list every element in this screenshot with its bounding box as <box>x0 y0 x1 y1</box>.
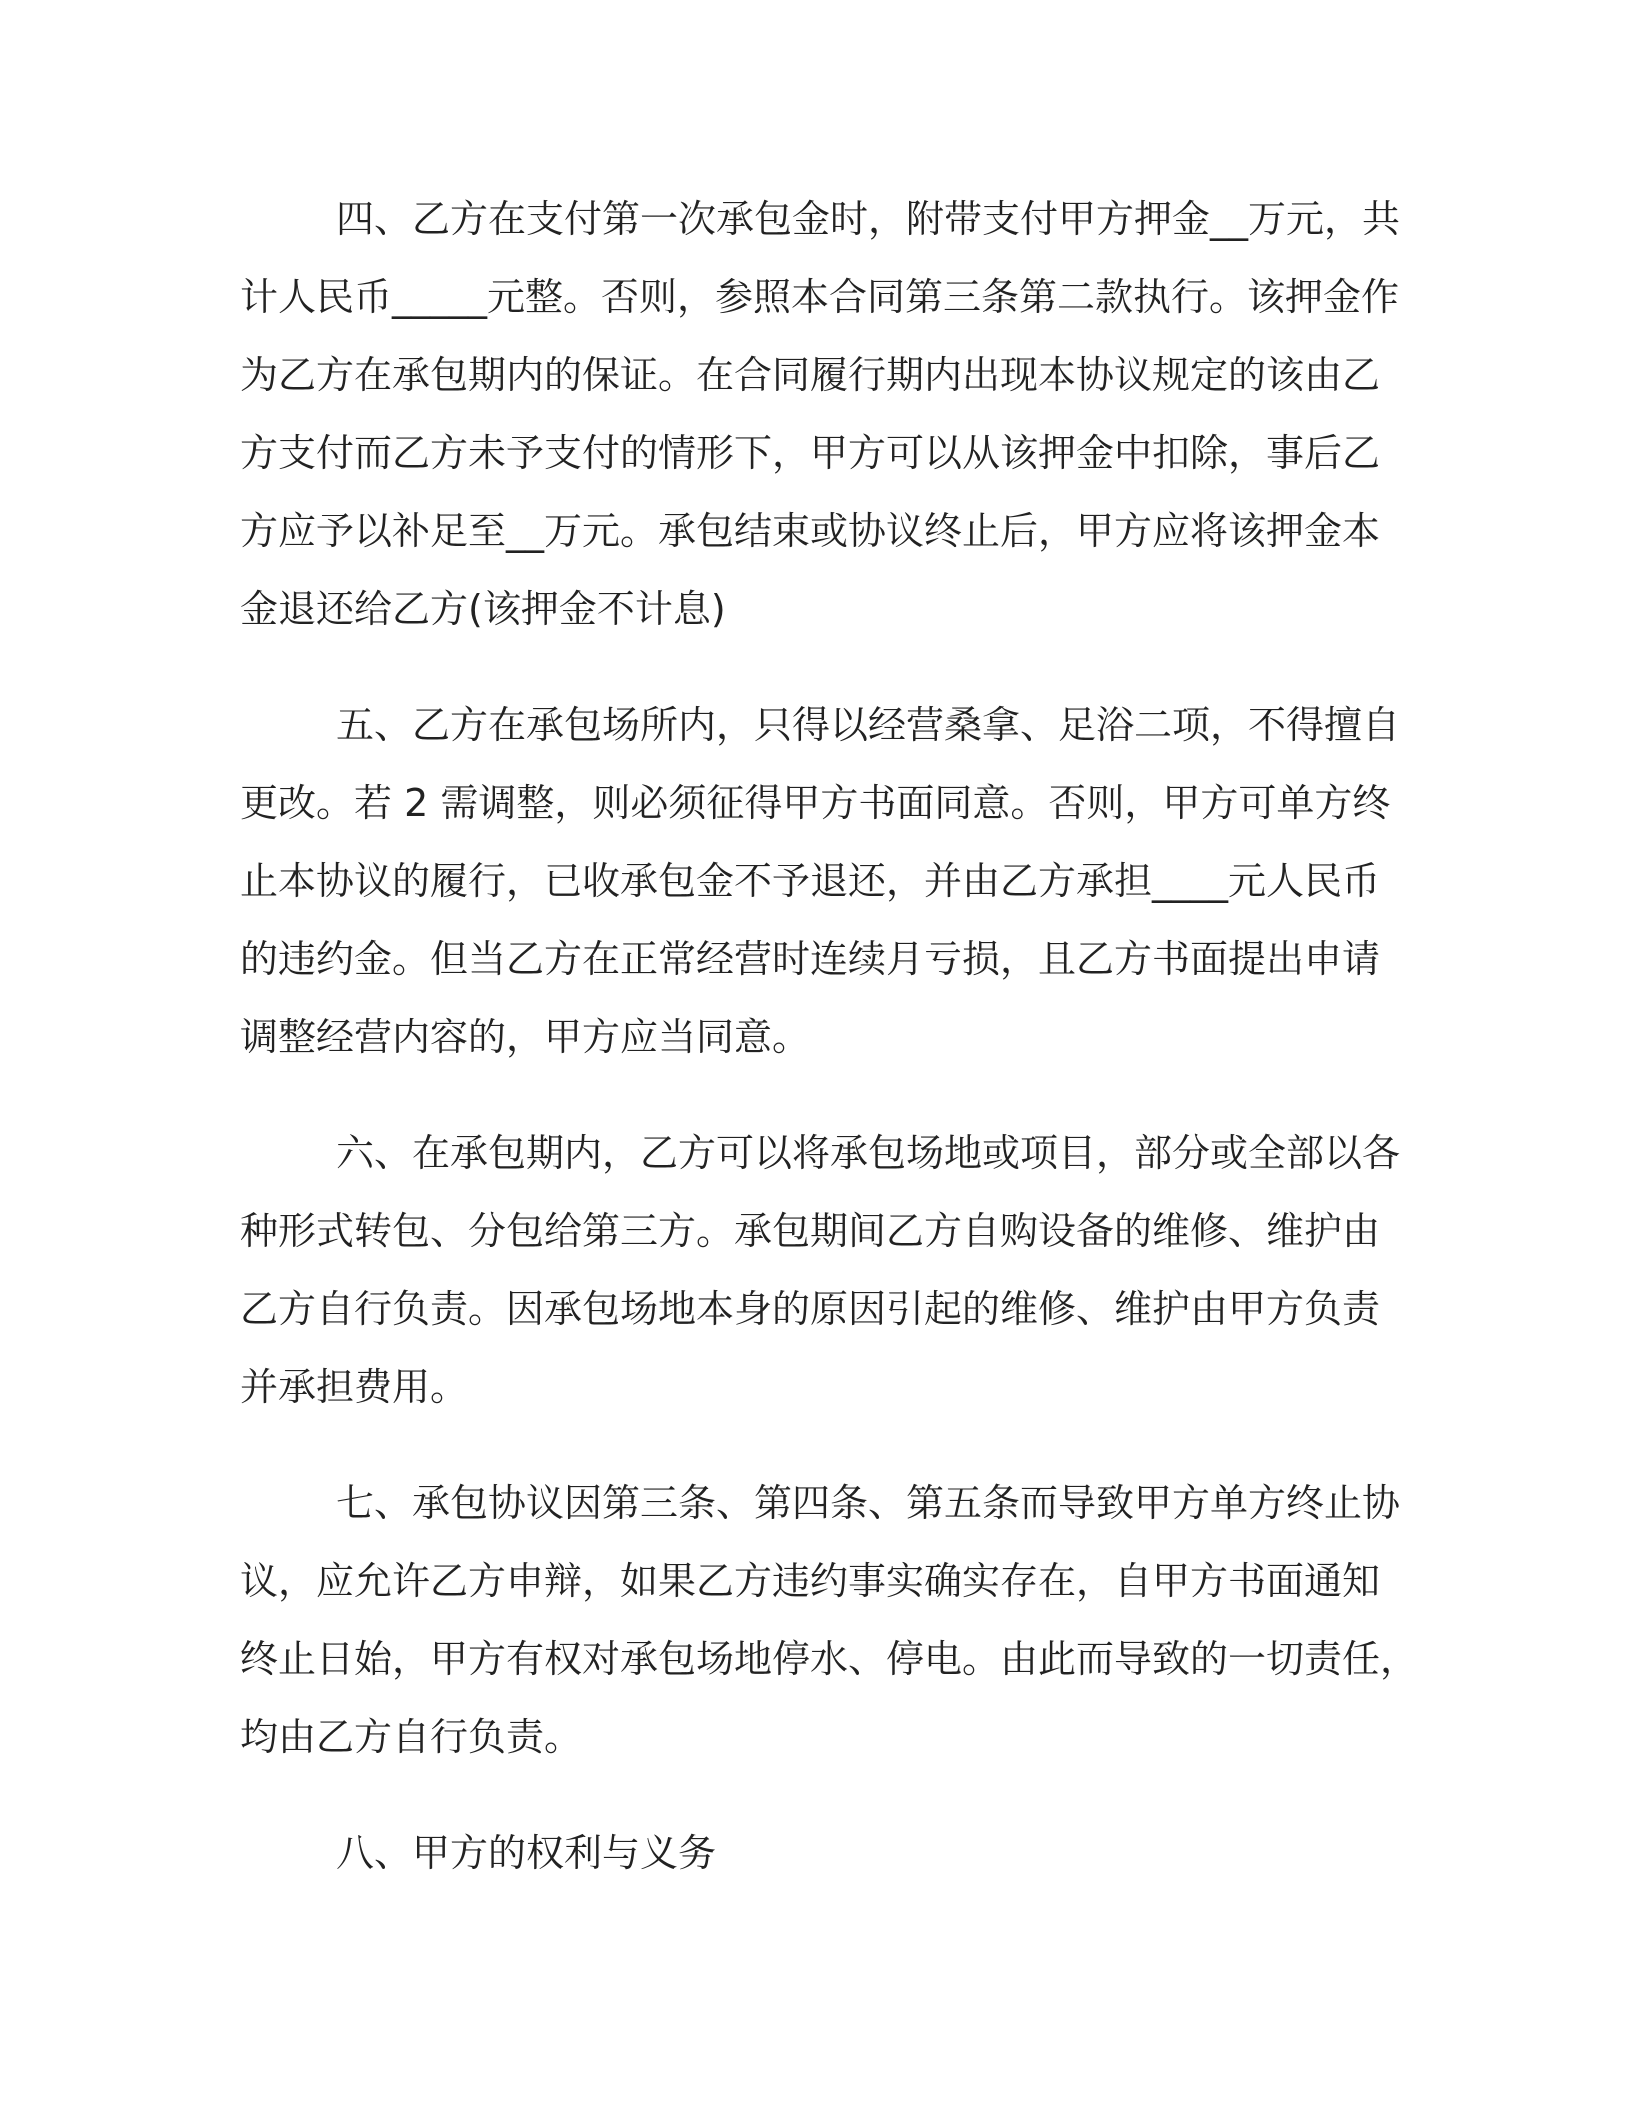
paragraph-line: 种形式转包、分包给第三方。承包期间乙方自购设备的维修、维护由 <box>240 1209 1381 1253</box>
paragraph-line: 五、乙方在承包场所内，只得以经营桑拿、足浴二项，不得擅自 <box>336 703 1401 747</box>
paragraph-line: 四、乙方在支付第一次承包金时，附带支付甲方押金__万元，共 <box>336 197 1401 241</box>
paragraph-7 <box>240 1464 1419 1776</box>
paragraph-line: 调整经营内容的，甲方应当同意。 <box>240 1015 811 1059</box>
paragraph-line: 并承担费用。 <box>240 1365 469 1409</box>
paragraph-line: 均由乙方自行负责。 <box>240 1715 583 1759</box>
paragraph-6 <box>240 1114 1401 1426</box>
paragraph-line: 乙方自行负责。因承包场地本身的原因引起的维修、维护由甲方负责 <box>240 1287 1381 1331</box>
paragraph-line: 止本协议的履行，已收承包金不予退还，并由乙方承担____元人民币 <box>240 859 1381 903</box>
paragraph-line: 六、在承包期内，乙方可以将承包场地或项目，部分或全部以各 <box>336 1131 1401 1175</box>
paragraph-5 <box>240 686 1401 1076</box>
paragraph-line: 七、承包协议因第三条、第四条、第五条而导致甲方单方终止协 <box>336 1481 1401 1525</box>
paragraph-line: 更改。若 2 需调整，则必须征得甲方书面同意。否则，甲方可单方终 <box>240 781 1391 825</box>
section-heading-8 <box>240 1814 1392 1892</box>
paragraph-line: 方应予以补足至__万元。承包结束或协议终止后，甲方应将该押金本 <box>240 509 1381 553</box>
paragraph-line: 的违约金。但当乙方在正常经营时连续月亏损，且乙方书面提出申请 <box>240 937 1381 981</box>
document-body <box>240 180 1419 1930</box>
section-heading-text: 八、甲方的权利与义务 <box>336 1831 717 1875</box>
paragraph-line: 计人民币_____元整。否则，参照本合同第三条第二款执行。该押金作 <box>240 275 1400 319</box>
paragraph-line: 方支付而乙方未予支付的情形下，甲方可以从该押金中扣除，事后乙 <box>240 431 1381 475</box>
paragraph-4 <box>240 180 1401 648</box>
paragraph-line: 金退还给乙方(该押金不计息) <box>240 587 726 631</box>
paragraph-line: 议，应允许乙方申辩，如果乙方违约事实确实存在，自甲方书面通知 <box>240 1559 1381 1603</box>
paragraph-line: 终止日始，甲方有权对承包场地停水、停电。由此而导致的一切责任， <box>240 1637 1419 1681</box>
paragraph-line: 为乙方在承包期内的保证。在合同履行期内出现本协议规定的该由乙 <box>240 353 1381 397</box>
